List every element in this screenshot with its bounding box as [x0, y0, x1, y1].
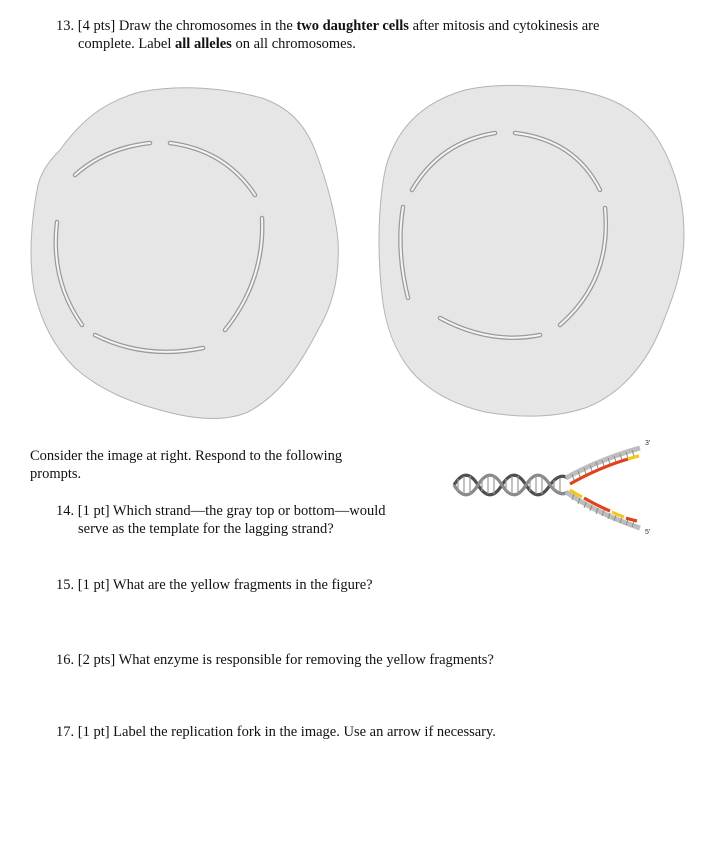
question-15: 15. [1 pt] What are the yellow fragments in the figure?	[56, 577, 373, 593]
question-text: on all chromosomes.	[231, 36, 356, 52]
question-text: complete. Label	[78, 36, 176, 52]
question-text: after mitosis and cytokinesis are	[408, 18, 600, 34]
intro-line-2: prompts.	[30, 466, 82, 482]
question-17: 17. [1 pt] Label the replication fork in the image. Use an arrow if necessary.	[56, 724, 496, 740]
question-14-line-2: serve as the template for the lagging strand?	[78, 521, 334, 537]
question-points: [4 pts]	[77, 18, 116, 34]
bottom-strand	[566, 490, 640, 528]
question-16: 16. [2 pts] What enzyme is responsible for removing the yellow fragments?	[56, 652, 494, 668]
intro-line-1: Consider the image at right. Respond to the following	[30, 448, 343, 464]
cell-membrane-left	[31, 88, 338, 419]
double-helix	[454, 475, 568, 495]
replication-fork-figure	[448, 430, 663, 545]
leading-primer	[628, 456, 639, 459]
daughter-cell-left	[31, 88, 338, 419]
label-3-prime: 3'	[645, 440, 651, 447]
question-14	[56, 502, 446, 538]
question-number: 13.	[56, 18, 75, 34]
daughter-cell-right	[379, 85, 684, 416]
emphasis-alleles: all alleles	[175, 36, 232, 52]
label-5-prime: 5'	[645, 529, 651, 536]
intro-prompt	[30, 447, 430, 483]
question-14-line-1: 14. [1 pt] Which strand—the gray top or bottom—would	[56, 503, 386, 519]
question-text: Draw the chromosomes in the	[115, 18, 297, 34]
top-strand	[566, 448, 640, 484]
emphasis-daughter-cells: two daughter cells	[296, 18, 409, 34]
